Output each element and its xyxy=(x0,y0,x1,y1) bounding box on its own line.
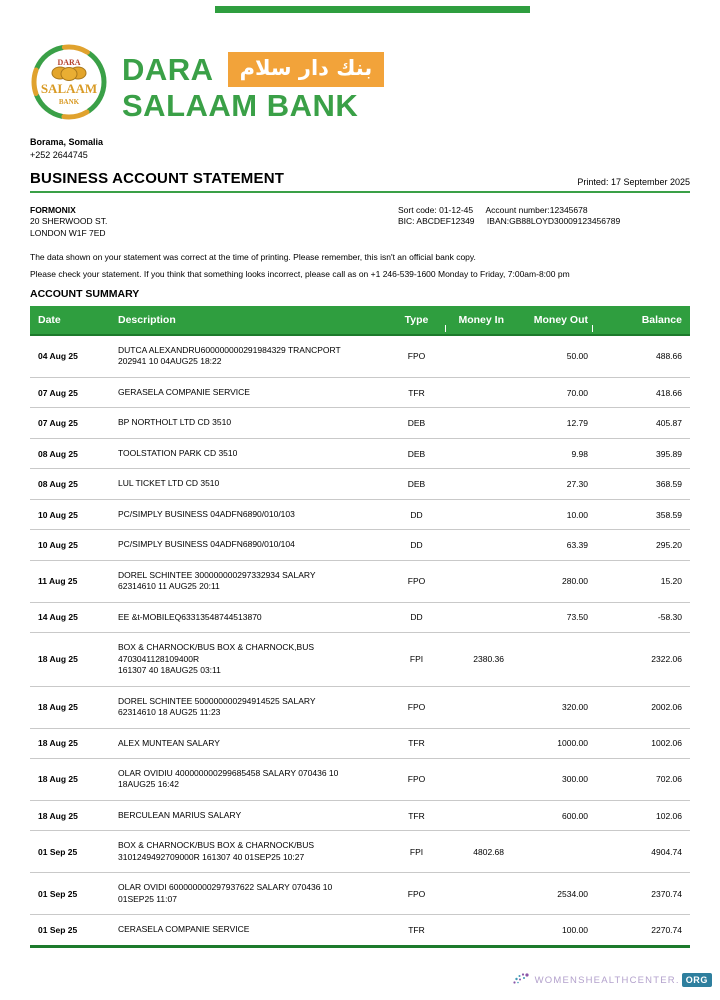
description-line-1: DOREL SCHINTEE 500000000294914525 SALARY xyxy=(118,695,316,706)
transaction-balance: 2002.06 xyxy=(592,686,690,728)
title-divider xyxy=(30,191,690,193)
description-line-2: 62314610 11 AUG25 20:11 xyxy=(118,581,220,592)
transaction-money-in xyxy=(445,377,508,407)
transaction-type: FPI xyxy=(388,831,445,873)
svg-text:SALAAM: SALAAM xyxy=(40,81,98,96)
transaction-row xyxy=(30,686,690,728)
transaction-type: DEB xyxy=(388,408,445,438)
transaction-balance: 295.20 xyxy=(592,530,690,560)
description-line-1: DUTCA ALEXANDRU600000000291984329 TRANCPORT xyxy=(118,345,341,355)
transaction-date: 18 Aug 25 xyxy=(30,686,115,728)
description-line-1: PC/SIMPLY BUSINESS 04ADFN6890/010/103 xyxy=(118,508,295,519)
header-description: Description xyxy=(115,306,388,335)
transaction-description xyxy=(115,633,388,686)
transactions-table xyxy=(30,306,690,948)
transaction-row xyxy=(30,377,690,407)
transaction-balance: 418.66 xyxy=(592,377,690,407)
transaction-row xyxy=(30,831,690,873)
transaction-description xyxy=(115,377,388,407)
transactions-table-wrap xyxy=(30,306,690,948)
transaction-description xyxy=(115,408,388,438)
transaction-type: FPO xyxy=(388,686,445,728)
account-info-row xyxy=(30,205,690,239)
transactions-header xyxy=(30,306,690,335)
transaction-balance: 395.89 xyxy=(592,438,690,468)
transaction-balance: 1002.06 xyxy=(592,728,690,758)
transaction-date: 18 Aug 25 xyxy=(30,758,115,800)
transaction-money-out: 2534.00 xyxy=(508,873,592,915)
footer-dots-icon xyxy=(512,972,532,988)
bank-name-block xyxy=(122,40,384,121)
transaction-money-out: 50.00 xyxy=(508,335,592,377)
transaction-type: FPO xyxy=(388,560,445,602)
transaction-description xyxy=(115,602,388,632)
transaction-money-in xyxy=(445,408,508,438)
transaction-money-in xyxy=(445,335,508,377)
bank-contact xyxy=(30,136,103,162)
transaction-description xyxy=(115,560,388,602)
transaction-type: FPI xyxy=(388,633,445,686)
transaction-date: 10 Aug 25 xyxy=(30,499,115,529)
transaction-row xyxy=(30,438,690,468)
transaction-type: TFR xyxy=(408,924,425,935)
transaction-date: 01 Sep 25 xyxy=(30,831,115,873)
description-line-2: 18AUG25 16:42 xyxy=(118,779,179,790)
transaction-description xyxy=(115,728,388,758)
account-holder-address1: 20 SHERWOOD ST. xyxy=(30,216,108,227)
transaction-money-in xyxy=(445,602,508,632)
transaction-money-out: 280.00 xyxy=(508,560,592,602)
description-line-1: EE &t-MOBILEQ63313548744513870 xyxy=(118,611,262,622)
account-holder-name: FORMONIX xyxy=(30,205,76,215)
transaction-type: FPO xyxy=(388,758,445,800)
transaction-description xyxy=(115,758,388,800)
transaction-balance: -58.30 xyxy=(592,602,690,632)
transaction-money-out: 1000.00 xyxy=(508,728,592,758)
transaction-row xyxy=(30,602,690,632)
transaction-balance: 358.59 xyxy=(592,499,690,529)
description-line-1: BOX & CHARNOCK/BUS BOX & CHARNOCK,BUS 4703041128109400R xyxy=(118,642,315,664)
transaction-date: 18 Aug 25 xyxy=(30,800,115,830)
transaction-money-out: 63.39 xyxy=(508,530,592,560)
transaction-money-in: 4802.68 xyxy=(445,831,508,873)
transaction-money-out: 27.30 xyxy=(508,469,592,499)
transaction-balance: 2270.74 xyxy=(651,924,682,935)
transaction-money-in xyxy=(445,800,508,830)
transaction-type: DD xyxy=(388,602,445,632)
transaction-balance: 102.06 xyxy=(592,800,690,830)
transaction-description xyxy=(115,686,388,728)
description-line-2: 01SEP25 11:07 xyxy=(118,893,177,904)
title-row xyxy=(30,170,690,187)
description-line-1: TOOLSTATION PARK CD 3510 xyxy=(118,447,238,458)
iban: IBAN:GB88LOYD30009123456789 xyxy=(486,216,621,227)
sort-code: Sort code: 01-12-45 xyxy=(398,205,474,215)
transaction-description xyxy=(115,831,388,873)
header-balance: Balance xyxy=(592,306,690,335)
bank-emblem-icon xyxy=(30,40,108,124)
transaction-date: 18 Aug 25 xyxy=(30,633,115,686)
description-line-1: ALEX MUNTEAN SALARY xyxy=(118,737,220,748)
description-line-2: 161307 40 18AUG25 03:11 xyxy=(118,665,221,676)
transaction-balance: 2322.06 xyxy=(592,633,690,686)
transaction-money-out: 600.00 xyxy=(508,800,592,830)
transaction-money-in xyxy=(445,686,508,728)
transaction-description xyxy=(115,438,388,468)
transaction-balance: 4904.74 xyxy=(592,831,690,873)
description-line-1: CERASELA COMPANIE SERVICE xyxy=(118,924,250,935)
transaction-balance: 15.20 xyxy=(592,560,690,602)
transaction-type: TFR xyxy=(388,728,445,758)
account-holder-address2: LONDON W1F 7ED xyxy=(30,227,106,238)
transaction-type: DEB xyxy=(388,438,445,468)
account-number: Account number:12345678 xyxy=(485,205,588,215)
transaction-date: 08 Aug 25 xyxy=(30,469,115,499)
bank-phone: +252 2644745 xyxy=(30,150,88,161)
header-money-out: Money Out xyxy=(508,306,592,335)
transaction-money-in xyxy=(445,530,508,560)
bank-name-arabic: بنك دار سلام xyxy=(228,52,385,87)
transaction-date: 07 Aug 25 xyxy=(30,377,115,407)
transaction-description xyxy=(115,873,388,915)
transaction-date: 01 Sep 25 xyxy=(30,873,115,915)
transaction-money-out: 300.00 xyxy=(508,758,592,800)
bank-name-dara: DARA xyxy=(122,52,214,87)
transaction-type: DD xyxy=(388,530,445,560)
transaction-money-in xyxy=(445,560,508,602)
header-date: Date xyxy=(30,306,115,335)
bank-emblem-logo xyxy=(30,40,108,124)
transaction-balance: 702.06 xyxy=(592,758,690,800)
transaction-row xyxy=(30,873,690,915)
transaction-money-out: 100.00 xyxy=(562,924,588,935)
description-line-1: BOX & CHARNOCK/BUS BOX & CHARNOCK/BUS xyxy=(118,840,315,851)
transaction-type: FPO xyxy=(388,873,445,915)
description-line-2: 62314610 18 AUG25 11:23 xyxy=(118,707,221,718)
transaction-money-out xyxy=(508,831,592,873)
transaction-row xyxy=(30,758,690,800)
transaction-description xyxy=(115,530,388,560)
top-accent-bar xyxy=(215,6,530,13)
notice-line-1: The data shown on your statement was correct at the time of printing. Please remember, this isn't an official bank copy. xyxy=(30,252,476,262)
footer-org-badge: ORG xyxy=(682,973,712,987)
description-line-1: BP NORTHOLT LTD CD 3510 xyxy=(118,417,232,428)
transaction-balance: 368.59 xyxy=(592,469,690,499)
transaction-money-out: 70.00 xyxy=(508,377,592,407)
transaction-money-in xyxy=(445,499,508,529)
notice-block xyxy=(30,252,690,280)
transaction-money-out: 320.00 xyxy=(508,686,592,728)
transaction-type: TFR xyxy=(388,377,445,407)
transaction-money-in xyxy=(445,873,508,915)
transaction-type: DEB xyxy=(388,469,445,499)
header-money-in: Money In xyxy=(445,306,508,335)
transaction-date: 14 Aug 25 xyxy=(30,602,115,632)
transaction-money-out: 12.79 xyxy=(508,408,592,438)
transaction-type: DD xyxy=(388,499,445,529)
footer-site-name: WOMENSHEALTHCENTER. xyxy=(534,974,680,986)
description-line-1: BERCULEAN MARIUS SALARY xyxy=(118,809,242,820)
transaction-description xyxy=(115,800,388,830)
transaction-description xyxy=(115,335,388,377)
description-line-1: GERASELA COMPANIE SERVICE xyxy=(118,386,250,397)
transaction-date: 08 Aug 25 xyxy=(30,438,115,468)
transaction-row xyxy=(30,560,690,602)
transaction-date: 07 Aug 25 xyxy=(30,408,115,438)
bic: BIC: ABCDEF12349 xyxy=(398,216,475,227)
transaction-row xyxy=(30,800,690,830)
svg-text:DARA: DARA xyxy=(57,58,81,67)
transaction-balance: 488.66 xyxy=(592,335,690,377)
description-line-1: OLAR OVIDI 600000000297937622 SALARY 070436 10 xyxy=(118,882,333,893)
description-line-1: OLAR OVIDIU 400000000299685458 SALARY 070436 10 xyxy=(118,767,339,778)
account-summary-title: ACCOUNT SUMMARY xyxy=(30,288,140,300)
printed-date: Printed: 17 September 2025 xyxy=(577,177,690,187)
transaction-money-out xyxy=(508,633,592,686)
transaction-money-in: 2380.36 xyxy=(445,633,508,686)
transaction-type: FPO xyxy=(388,335,445,377)
transaction-money-in xyxy=(445,438,508,468)
transaction-date: 18 Aug 25 xyxy=(30,728,115,758)
transaction-description xyxy=(115,469,388,499)
transaction-description xyxy=(115,915,388,946)
transaction-date: 10 Aug 25 xyxy=(30,530,115,560)
transaction-row xyxy=(30,408,690,438)
transaction-date: 01 Sep 25 xyxy=(38,924,78,935)
transaction-money-out: 10.00 xyxy=(508,499,592,529)
description-line-2: 3101249492709000R 161307 40 01SEP25 10:27 xyxy=(118,851,305,862)
watermark-footer xyxy=(512,972,712,988)
transaction-row xyxy=(30,728,690,758)
transaction-money-in xyxy=(445,469,508,499)
account-holder-block xyxy=(30,205,107,239)
transaction-description xyxy=(115,499,388,529)
transaction-row xyxy=(30,530,690,560)
bank-name-salaam-bank: SALAAM BANK xyxy=(122,88,359,123)
transaction-money-out: 73.50 xyxy=(508,602,592,632)
bank-city: Borama, Somalia xyxy=(30,137,104,147)
transaction-row xyxy=(30,915,690,946)
transaction-money-in xyxy=(445,728,508,758)
transactions-body xyxy=(30,335,690,946)
transaction-balance: 405.87 xyxy=(592,408,690,438)
notice-line-2: Please check your statement. If you think that something looks incorrect, please call as on +1 246-539-1600 Monday to Friday, 7:00am-8:00 pm xyxy=(30,269,570,280)
description-line-1: DOREL SCHINTEE 300000000297332934 SALARY xyxy=(118,569,316,580)
transaction-money-out: 9.98 xyxy=(508,438,592,468)
transaction-money-in xyxy=(445,758,508,800)
transaction-date: 11 Aug 25 xyxy=(30,560,115,602)
transaction-date: 04 Aug 25 xyxy=(30,335,115,377)
svg-text:BANK: BANK xyxy=(58,98,80,106)
description-line-1: PC/SIMPLY BUSINESS 04ADFN6890/010/104 xyxy=(118,539,295,550)
bank-header xyxy=(30,40,384,124)
transaction-row xyxy=(30,335,690,377)
transaction-money-in xyxy=(445,915,508,946)
statement-title: BUSINESS ACCOUNT STATEMENT xyxy=(30,170,285,187)
transaction-balance: 2370.74 xyxy=(592,873,690,915)
header-type: Type xyxy=(388,306,445,335)
description-line-2: 202941 10 04AUG25 18:22 xyxy=(118,356,222,367)
transaction-row xyxy=(30,499,690,529)
account-details-block xyxy=(398,205,690,239)
transaction-row xyxy=(30,633,690,686)
description-line-1: LUL TICKET LTD CD 3510 xyxy=(118,478,220,489)
transaction-row xyxy=(30,469,690,499)
transaction-type: TFR xyxy=(388,800,445,830)
